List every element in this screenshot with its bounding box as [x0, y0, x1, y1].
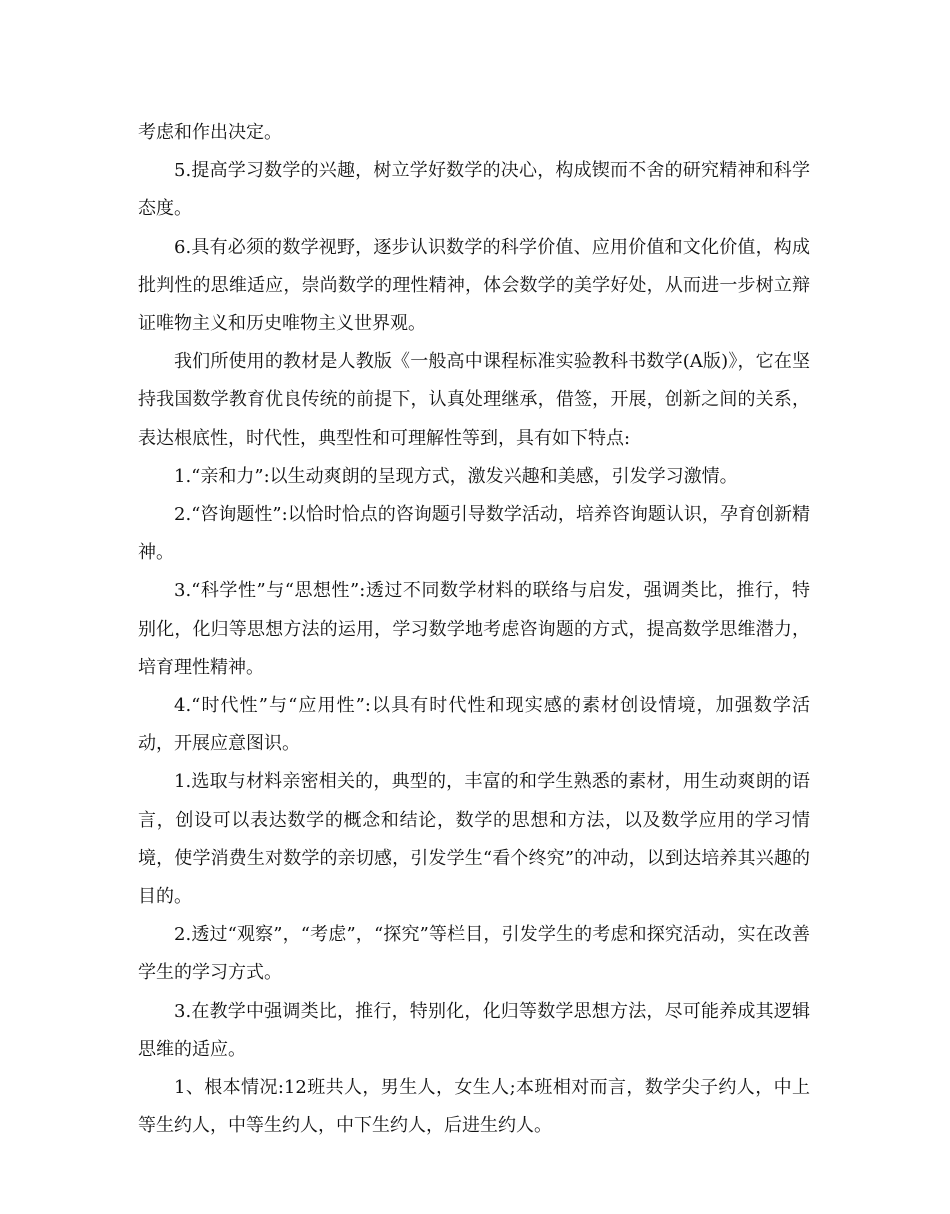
paragraph: 5.提高学习数学的兴趣，树立学好数学的决心，构成锲而不舍的研究精神和科学态度。 [138, 160, 810, 220]
paragraph: 6.具有必须的数学视野，逐步认识数学的科学价值、应用价值和文化价值，构成批判性的思维适应，崇尚数学的理性精神，体会数学的美学好处，从而进一步树立辩证唯物主义和历史唯物主义世界观。 [138, 236, 810, 335]
paragraph: 考虑和作出决定。 [138, 122, 282, 143]
paragraph: 1.选取与材料亲密相关的，典型的，丰富的和学生熟悉的素材，用生动爽朗的语言，创设可以表达数学的概念和结论，数学的思想和方法，以及数学应用的学习情境，使学消费生对数学的亲切感，引发学生“看个终究”的冲动，以到达培养其兴趣的目的。 [138, 771, 810, 908]
paragraph: 4.“时代性”与“应用性”:以具有时代性和现实感的素材创设情境，加强数学活动，开展应意图识。 [138, 695, 810, 755]
paragraph: 3.在教学中强调类比，推行，特别化，化归等数学思想方法，尽可能养成其逻辑思维的适应。 [138, 1000, 810, 1060]
paragraph: 2.“咨询题性”:以恰时恰点的咨询题引导数学活动，培养咨询题认识，孕育创新精神。 [138, 504, 810, 564]
paragraph: 3.“科学性”与“思想性”:透过不同数学材料的联络与启发，强调类比，推行，特别化，化归等思想方法的运用，学习数学地考虑咨询题的方式，提高数学思维潜力，培育理性精神。 [138, 580, 810, 678]
paragraph: 2.透过“观察”，“考虑”，“探究”等栏目，引发学生的考虑和探究活动，实在改善学生的学习方式。 [138, 924, 810, 984]
paragraph: 1.“亲和力”:以生动爽朗的呈现方式，激发兴趣和美感，引发学习激情。 [174, 465, 738, 487]
paragraph: 1、根本情况:12班共人，男生人，女生人;本班相对而言，数学尖子约人，中上等生约人，中等生约人，中下生约人，后进生约人。 [138, 1077, 810, 1137]
paragraph: 我们所使用的教材是人教版《一般高中课程标准实验教科书数学(A版)》，它在坚持我国数学教育优良传统的前提下，认真处理继承，借签，开展，创新之间的关系，表达根底性，时代性，典型性和可理解性等到，具有如下特点: [138, 351, 810, 449]
document-body [138, 114, 810, 1145]
